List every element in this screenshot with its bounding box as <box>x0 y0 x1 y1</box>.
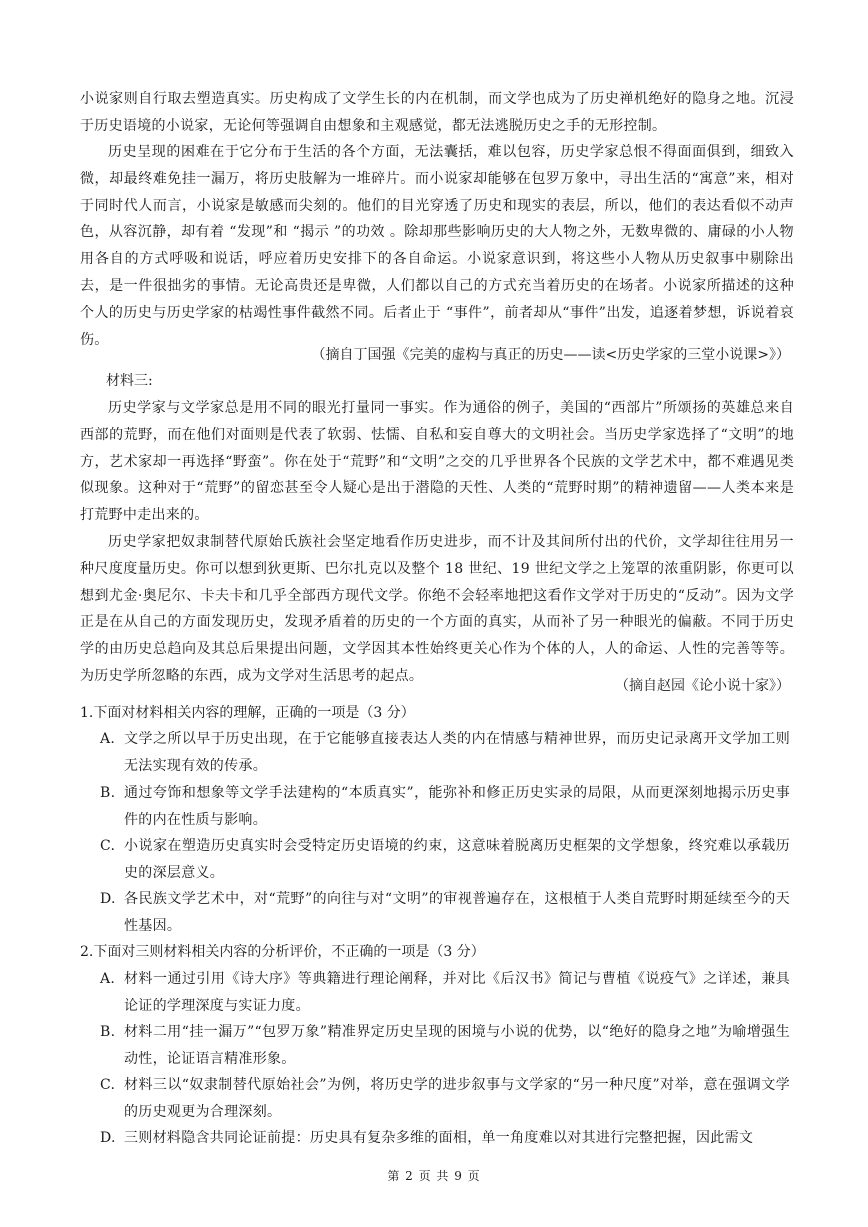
material2-citation: （摘自丁国强《完美的虚构与真正的历史——读<历史学家的三堂小说课>》） <box>311 347 790 363</box>
material3-paragraph-2: 历史学家把奴隶制替代原始氏族社会坚定地看作历史进步，而不计及其间所付出的代价，文学却往往用另一种尺度度量历史。你可以想到狄更斯、巴尔扎克以及整个 18 世纪、19 世纪文学之上笼罩的浓重阴影，你更可以想到尤金·奥尼尔、卡夫卡和几乎全部西方现代文学。你绝不会轻率地把这看作文学对于历史的“反动”。因为文学正是在从自己的方面发现历史，发现矛盾着的历史的一个方面的真实，从而补了另一种眼光的偏蔽。不同于历史学的由历史总趋向及其总后果提出问题，文学因其本性始终更关心作为个体的人，人的命运、人性的完善等等。为历史学所忽略的东西，成为文学对生活思考的起点。 <box>80 534 794 684</box>
material2-tail-paragraph: 小说家则自行取去塑造真实。历史构成了文学生长的内在机制，而文学也成为了历史禅机绝好的隐身之地。沉浸于历史语境的小说家，无论何等强调自由想象和主观感觉，都无法逃脱历史之手的无形控制。 <box>80 91 794 134</box>
option-text: 文学之所以早于历史出现，在于它能够直接表达人类的内在情感与精神世界，而历史记录离开文学加工则无法实现有效的传承。 <box>124 731 790 774</box>
option-text: 各民族文学艺术中，对“荒野”的向往与对“文明”的审视普遍存在，这根植于人类自荒野时期延续至今的天性基因。 <box>124 891 790 934</box>
option-letter: A. <box>100 971 116 987</box>
option-text: 材料一通过引用《诗大序》等典籍进行理论阐释，并对比《后汉书》简记与曹植《说疫气》之详述，兼具论证的学理深度与实证力度。 <box>124 971 790 1014</box>
option-letter: D. <box>100 1130 116 1146</box>
option-text: 三则材料隐含共同论证前提：历史具有复杂多维的面相，单一角度难以对其进行完整把握，因此需文 <box>124 1130 754 1146</box>
question-1-option-b[interactable] <box>100 780 790 834</box>
option-letter: B. <box>100 785 116 801</box>
question-1-stem: 1.下面对材料相关内容的理解，正确的一项是（3 分） <box>80 705 415 721</box>
question-2-option-c[interactable] <box>100 1072 790 1126</box>
question-2-option-a[interactable] <box>100 966 790 1020</box>
question-1-option-c[interactable] <box>100 833 790 887</box>
material3-heading: 材料三: <box>106 373 153 389</box>
option-letter: D. <box>100 891 116 907</box>
question-2-option-d[interactable] <box>100 1125 790 1152</box>
question-1-option-a[interactable] <box>100 726 790 780</box>
option-text: 材料三以“奴隶制替代原始社会”为例，将历史学的进步叙事与文学家的“另一种尺度”对举，意在强调文学的历史观更为合理深刻。 <box>124 1077 790 1120</box>
option-text: 小说家在塑造历史真实时会受特定历史语境的约束，这意味着脱离历史框架的文学想象，终究难以承载历史的深层意义。 <box>124 838 790 881</box>
question-1-option-d[interactable] <box>100 886 790 940</box>
option-letter: C. <box>100 1077 116 1093</box>
option-text: 通过夸饰和想象等文学手法建构的“本质真实”，能弥补和修正历史实录的局限，从而更深刻地揭示历史事件的内在性质与影响。 <box>124 785 790 828</box>
material3-citation: （摘自赵园《论小说十家》） <box>615 678 790 694</box>
question-2-stem: 2.下面对三则材料相关内容的分析评价，不正确的一项是（3 分） <box>80 944 485 960</box>
option-letter: B. <box>100 1024 116 1040</box>
option-text: 材料二用“挂一漏万”“包罗万象”精准界定历史呈现的困境与小说的优势，以“绝好的隐身之地”为喻增强生动性，论证语言精准形象。 <box>124 1024 790 1067</box>
option-letter: A. <box>100 731 116 747</box>
question-2-option-b[interactable] <box>100 1019 790 1073</box>
page-number-footer: 第 2 页 共 9 页 <box>387 1169 481 1183</box>
material3-paragraph-1: 历史学家与文学家总是用不同的眼光打量同一事实。作为通俗的例子，美国的“西部片”所颂扬的英雄总来自西部的荒野，而在他们对面则是代表了软弱、怯懦、自私和妄自尊大的文明社会。当历史学家选择了“文明”的地方，艺术家却一再选择“野蛮”。你在处于“荒野”和“文明”之交的几乎世界各个民族的文学艺术中，都不难遇见类似现象。这种对于“荒野”的留恋甚至令人疑心是出于潜隐的天性、人类的“荒野时期”的精神遗留——人类本来是打荒野中走出来的。 <box>80 400 794 524</box>
material2-paragraph: 历史呈现的困难在于它分布于生活的各个方面，无法囊括，难以包容，历史学家总恨不得面面俱到，细致入微，却最终难免挂一漏万，将历史肢解为一堆碎片。而小说家却能够在包罗万象中，寻出生活的“寓意”来，相对于同时代人而言，小说家是敏感而尖刻的。他们的目光穿透了历史和现实的表层，所以，他们的表达看似不动声色，从容沉静，却有着 “发现”和 “揭示 ”的功效 。除却那些影响历史的大人物之外，无数卑微的、庸碌的小人物用各自的方式呼吸和说话，呼应着历史安排下的各自命运。小说家意识到，将这些小人物从历史叙事中剔除出去，是一件很拙劣的事情。无论高贵还是卑微，人们都以自己的方式充当着历史的在场者。小说家所描述的这种个人的历史与历史学家的枯竭性事件截然不同。后者止于 “事件”，前者却从“事件”出发，追逐着梦想，诉说着哀伤。 <box>80 144 794 348</box>
option-letter: C. <box>100 838 116 854</box>
